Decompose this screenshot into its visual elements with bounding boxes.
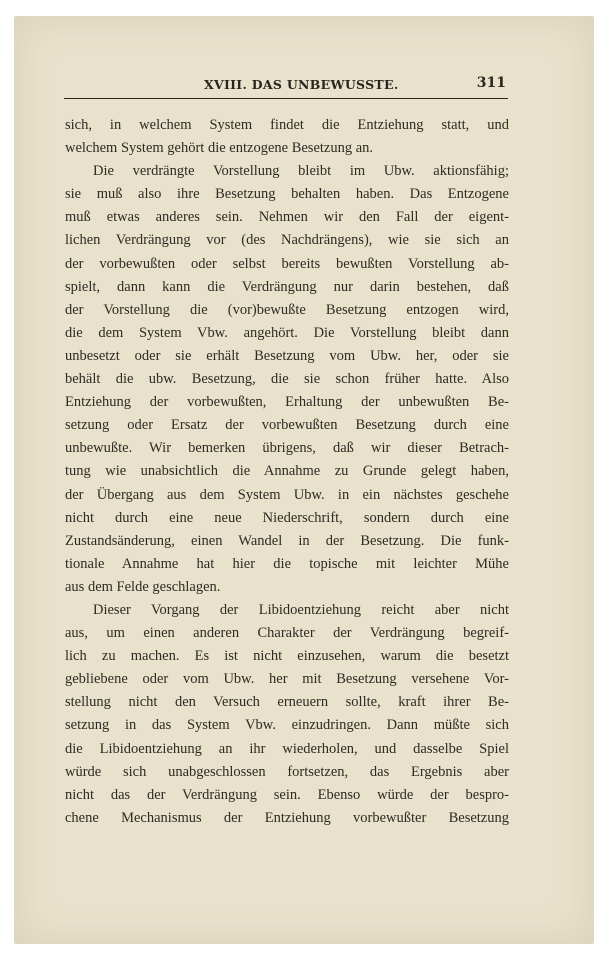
text-line: spielt, dann kann die Verdrängung nur darin bestehen, daß (65, 278, 509, 295)
text-line: nicht durch eine neue Niederschrift, sondern durch eine (65, 509, 509, 526)
text-line: sie muß also ihre Besetzung behalten haben. Das Entzogene (65, 186, 509, 203)
text-line: der Vorstellung die (vor)bewußte Besetzung entzogen wird, (65, 301, 509, 318)
text-line: welchem System gehört die entzogene Besetzung an. (65, 140, 374, 157)
page-number: 311 (476, 75, 506, 91)
text-line: stellung nicht den Versuch erneuern sollte, kraft ihrer Be- (65, 694, 509, 711)
text-line: chene Mechanismus der Entziehung vorbewußter Besetzung (65, 809, 509, 826)
text-line: unbewußte. Wir bemerken übrigens, daß wir dieser Betrach- (65, 440, 509, 457)
text-line: der Übergang aus dem System Ubw. in ein nächstes geschehe (65, 486, 509, 503)
text-line: behält die ubw. Besetzung, die sie schon früher hatte. Also (65, 371, 509, 388)
body-text (65, 114, 509, 830)
text-line: tung wie unabsichtlich die Annahme zu Grunde gelegt haben, (65, 463, 509, 480)
paragraph-start-line: Dieser Vorgang der Libidoentziehung reicht aber nicht (93, 601, 509, 618)
text-line: Entziehung der vorbewußten, Erhaltung der unbewußten Be- (65, 394, 509, 411)
running-title: XVIII. DAS UNBEWUSSTE. (204, 77, 399, 92)
text-line: die Libidoentziehung an ihr wiederholen, und dasselbe Spiel (65, 740, 509, 757)
text-line: würde sich unabgeschlossen fortsetzen, das Ergebnis aber (65, 763, 509, 780)
text-line: Zustandsänderung, einen Wandel in der Besetzung. Die funk- (65, 532, 509, 549)
text-line: lich zu machen. Es ist nicht einzusehen, warum die besetzt (65, 648, 509, 665)
text-line: muß etwas anderes sein. Nehmen wir den Fall der eigent- (65, 209, 509, 226)
text-line: gebliebene oder vom Ubw. her mit Besetzung versehene Vor- (65, 671, 509, 688)
text-line: sich, in welchem System findet die Entziehung statt, und (65, 117, 509, 133)
text-line: setzung in das System Vbw. einzudringen. Dann müßte sich (65, 717, 509, 734)
text-line: unbesetzt oder sie erhält Besetzung vom Ubw. her, oder sie (65, 347, 509, 364)
text-line: aus dem Felde geschlagen. (65, 578, 221, 595)
paragraph-start-line: Die verdrängte Vorstellung bleibt im Ubw. aktionsfähig; (93, 163, 509, 180)
running-header (64, 74, 508, 99)
text-line: tionale Annahme hat hier die topische mit leichter Mühe (65, 555, 509, 572)
text-line: nicht das der Verdrängung sein. Ebenso würde der bespro- (65, 786, 509, 803)
text-line: setzung oder Ersatz der vorbewußten Besetzung durch eine (65, 417, 509, 434)
text-line: aus, um einen anderen Charakter der Verdrängung begreif- (65, 625, 509, 642)
text-line: der vorbewußten oder selbst bereits bewußten Vorstellung ab- (65, 255, 509, 272)
text-line: lichen Verdrängung vor (des Nachdrängens), wie sie sich an (65, 232, 509, 249)
text-line: die dem System Vbw. angehört. Die Vorstellung bleibt dann (65, 324, 509, 341)
